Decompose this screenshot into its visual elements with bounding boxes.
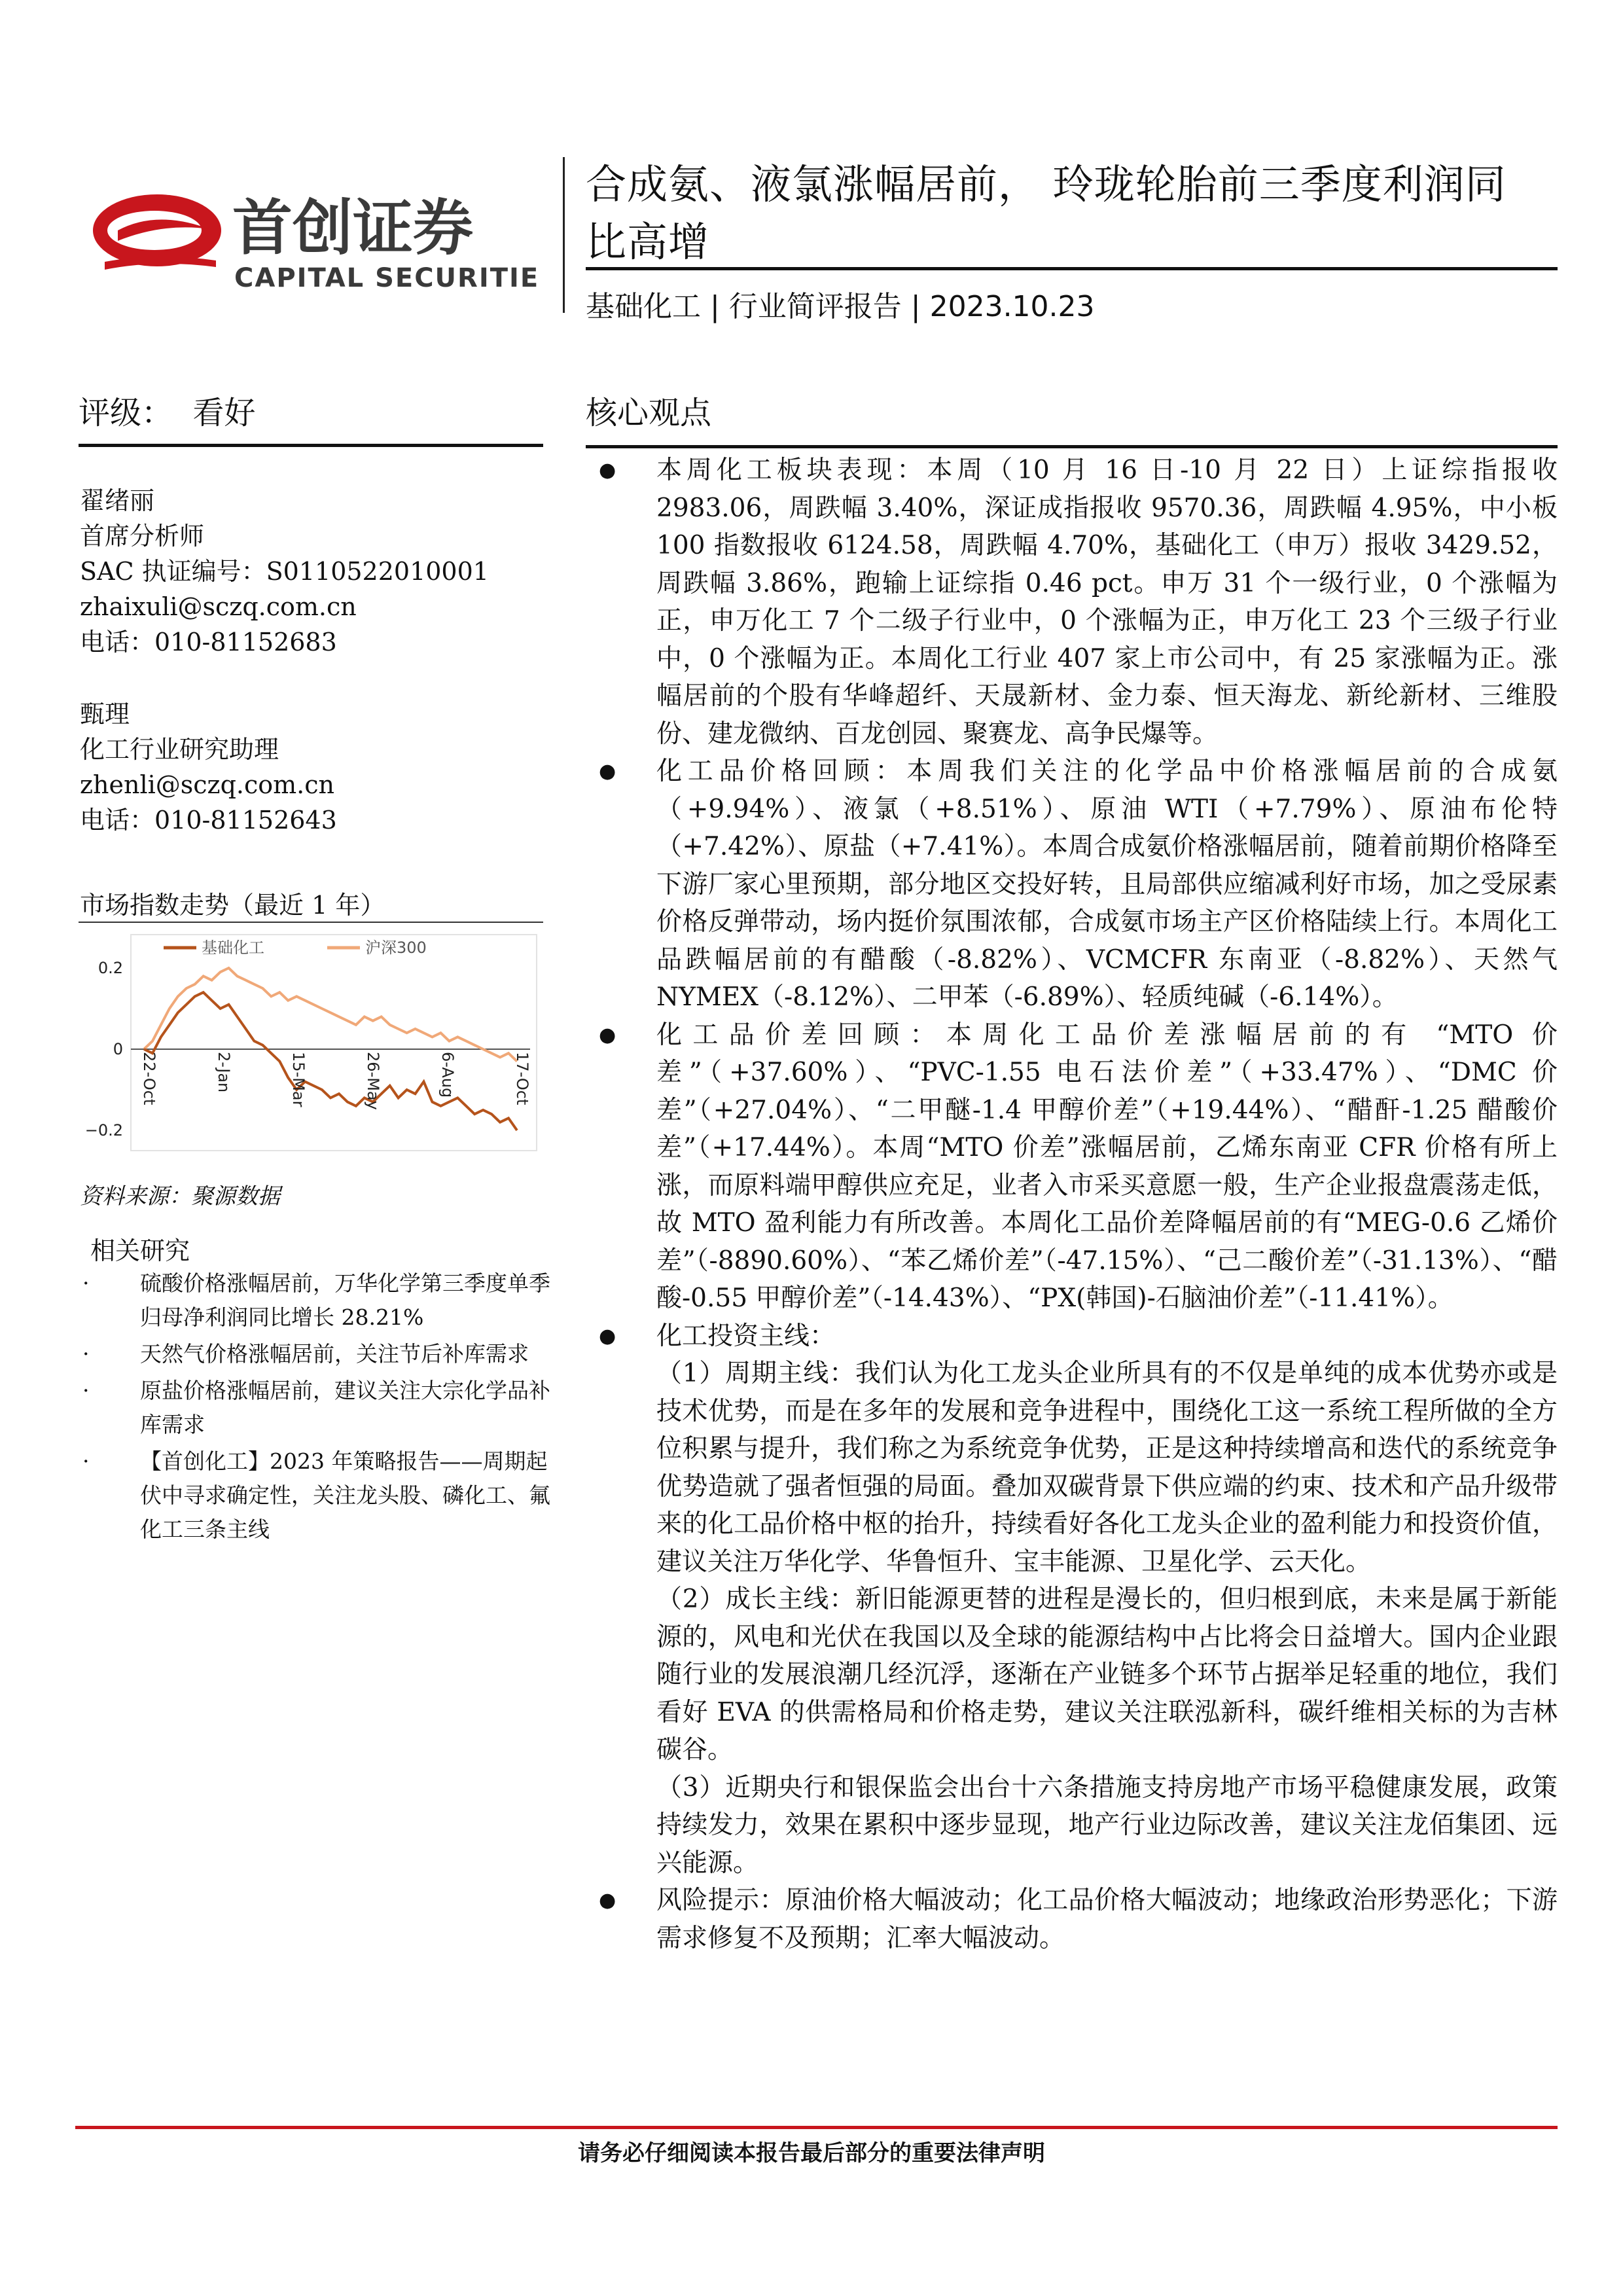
report-subtitle: 基础化工 | 行业简评报告 | 2023.10.23: [586, 290, 1095, 323]
x-tick-label: 26-May: [364, 1052, 382, 1110]
core-point: [586, 1318, 1558, 1882]
x-tick-label: 6-Aug: [438, 1052, 457, 1098]
bullet-mark: ·: [82, 1270, 90, 1296]
legend-label: 沪深300: [365, 939, 427, 957]
title-rule: [586, 267, 1558, 270]
core-point: [586, 1882, 1558, 1957]
header-divider: [563, 157, 565, 313]
logo-emblem-icon: [93, 194, 221, 270]
chart-title-rule: [79, 922, 543, 923]
footer-rule: [75, 2126, 1558, 2129]
analyst-phone: 电话：010-81152683: [80, 628, 337, 656]
y-tick-label: −0.2: [84, 1121, 123, 1139]
x-tick-label: 15-Mar: [289, 1052, 308, 1107]
bullet-icon: ●: [599, 459, 616, 482]
plot-frame: [131, 935, 537, 1151]
analyst-card-1: [80, 483, 489, 660]
related-research-list: [80, 1266, 551, 1549]
legal-notice: 请务必仔细阅读本报告最后部分的重要法律声明: [578, 2140, 1045, 2166]
core-point-subpara: （3）近期央行和银保监会出台十六条措施支持房地产市场平稳健康发展，政策持续发力，效果在累积中逐步显现，地产行业边际改善，建议关注龙佰集团、远兴能源。: [656, 1772, 1558, 1878]
core-point-text: 本周化工板块表现：本周（10 月 16 日-10 月 22 日）上证综指报收 2983.06，周跌幅 3.40%，深证成指报收 9570.36，周跌幅 4.95%，中小板 100 指数报收 6124.58，周跌幅 4.70%，基础化工（申万）报收 3429.52，周跌幅 3.86%，跑输上证综指 0.46 pct。申万 31 个一级行业，0 个涨幅为正，申万化工 7 个二级子行业中，0 个涨幅为正，申万化工 23 个三级子行业中，0 个涨幅为正。本周化工行业 407 家上市公司中，有 25 家涨幅为正。涨幅居前的个股有华峰超纤、天晟新材、金力泰、恒天海龙、新纶新材、三维股份、建龙微纳、百龙创园、聚赛龙、高争民爆等。: [656, 456, 1558, 749]
analyst-license: SAC 执证编号：S0110522010001: [80, 557, 489, 586]
related-research-title: 相关研究: [90, 1236, 190, 1265]
chart-title: 市场指数走势（最近 1 年）: [80, 891, 385, 920]
analyst-role: 首席分析师: [80, 522, 205, 550]
bullet-icon: ●: [599, 760, 616, 783]
x-tick-label: 22-Oct: [140, 1052, 158, 1105]
report-title: [586, 156, 1554, 271]
x-tick-label: 2-Jan: [215, 1052, 233, 1093]
report-title-line1: 合成氨、液氯涨幅居前， 玲珑轮胎前三季度利润同: [586, 160, 1507, 208]
core-views-rule: [586, 445, 1558, 448]
core-point: [586, 1016, 1558, 1318]
core-point-text: 化工品价格回顾：本周我们关注的化学品中价格涨幅居前的合成氨（+9.94%）、液氯（+8.51%）、原油 WTI（+7.79%）、原油布伦特（+7.42%）、原盐（+7.41%）。本周合成氨价格涨幅居前，随着前期价格降至下游厂家心里预期，部分地区交投好转，且局部供应缩减利好市场，加之受尿素价格反弹带动，场内挺价氛围浓郁，合成氨市场主产区价格陆续上行。本周化工品跌幅居前的有醋酸（-8.82%）、VCMCFR 东南亚（-8.82%）、天然气 NYMEX（-8.12%）、二甲苯（-6.89%）、轻质纯碱（-6.14%）。: [656, 757, 1558, 1012]
bullet-mark: ·: [82, 1378, 90, 1403]
rating: 评级： 看好: [79, 395, 256, 431]
analyst-phone: 电话：010-81152643: [80, 806, 337, 834]
analyst-email[interactable]: zhaixuli@sczq.com.cn: [80, 592, 357, 621]
analyst-name: 翟绪丽: [80, 486, 155, 515]
bullet-icon: ●: [599, 1324, 616, 1348]
analyst-email[interactable]: zhenli@sczq.com.cn: [80, 770, 334, 799]
core-point-heading: 化工投资主线：: [656, 1321, 836, 1351]
bullet-icon: ●: [599, 1023, 616, 1047]
bullet-icon: ●: [599, 1889, 616, 1912]
core-point-text: 风险提示：原油价格大幅波动；化工品价格大幅波动；地缘政治形势恶化；下游需求修复不及预期；汇率大幅波动。: [656, 1886, 1558, 1953]
rating-rule: [79, 444, 543, 447]
core-point-text: 化工品价差回顾：本周化工品价差涨幅居前的有 “MTO 价差”（+37.60%）、“PVC-1.55 电石法价差”（+33.47%）、“DMC 价差”（+27.04%）、“二甲醚-1.4 甲醇价差”（+19.44%）、“醋酐-1.25 醋酸价差”（+17.44%）。本周“MTO 价差”涨幅居前，乙烯东南亚 CFR 价格有所上涨，而原料端甲醇供应充足，业者入市采买意愿一般，生产企业报盘震荡走低，故 MTO 盈利能力有所改善。本周化工品价差降幅居前的有“MEG-0.6 乙烯价差”（-8890.60%）、“苯乙烯价差”（-47.15%）、“己二酸价差”（-31.13%）、“醋酸-0.55 甲醇价差”（-14.43%）、“PX(韩国)-石脑油价差”（-11.41%）。: [656, 1020, 1558, 1313]
y-tick-label: 0: [113, 1040, 123, 1058]
bullet-mark: ·: [82, 1341, 90, 1367]
analyst-name: 甄理: [80, 700, 130, 728]
related-research-item[interactable]: · 天然气价格涨幅居前，关注节后补库需求: [80, 1337, 551, 1371]
series-line: [144, 968, 517, 1062]
core-views-title: 核心观点: [586, 395, 712, 431]
analyst-card-2: [80, 696, 337, 838]
bullet-mark: ·: [82, 1448, 90, 1474]
core-point-subpara: （1）周期主线：我们认为化工龙头企业所具有的不仅是单纯的成本优势亦或是技术优势，而是在多年的发展和竞争进程中，围绕化工这一系统工程所做的全方位积累与提升，我们称之为系统竞争优势，正是这种持续增高和迭代的系统竞争优势造就了强者恒强的局面。叠加双碳背景下供应端的约束、技术和产品升级带来的化工品价格中枢的抬升，持续看好各化工龙头企业的盈利能力和投资价值，建议关注万华化学、华鲁恒升、宝丰能源、卫星化学、云天化。: [656, 1359, 1558, 1577]
analyst-role: 化工行业研究助理: [80, 735, 279, 764]
company-logo: [92, 183, 537, 308]
core-point: [586, 753, 1558, 1016]
related-research-item[interactable]: · 【首创化工】2023 年策略报告——周期起伏中寻求确定性，关注龙头股、磷化工、氟化工三条主线: [80, 1444, 551, 1547]
logo-en-text: CAPITAL SECURITIES: [234, 263, 537, 293]
core-points-list: [586, 452, 1558, 1957]
related-research-item[interactable]: · 硫酸价格涨幅居前，万华化学第三季度单季归母净利润同比增长 28.21%: [80, 1266, 551, 1335]
logo-cn-text: 首创证券: [232, 193, 474, 263]
core-point-subpara: （2）成长主线：新旧能源更替的进程是漫长的，但归根到底，未来是属于新能源的，风电和光伏在我国以及全球的能源结构中占比将会日益增大。国内企业跟随行业的发展浪潮几经沉浮，逐渐在产业链多个环节占据举足轻重的地位，我们看好 EVA 的供需格局和价格走势，建议关注联泓新科，碳纤维相关标的为吉林碳谷。: [656, 1585, 1558, 1765]
index-trend-chart: [79, 928, 543, 1177]
core-point: [586, 452, 1558, 753]
report-title-line2: 比高增: [586, 218, 710, 266]
chart-source: 资料来源：聚源数据: [80, 1183, 280, 1210]
legend-label: 基础化工: [202, 939, 264, 957]
related-research-item[interactable]: · 原盐价格涨幅居前，建议关注大宗化学品补库需求: [80, 1374, 551, 1442]
x-tick-label: 17-Oct: [513, 1052, 531, 1105]
y-tick-label: 0.2: [98, 959, 123, 977]
